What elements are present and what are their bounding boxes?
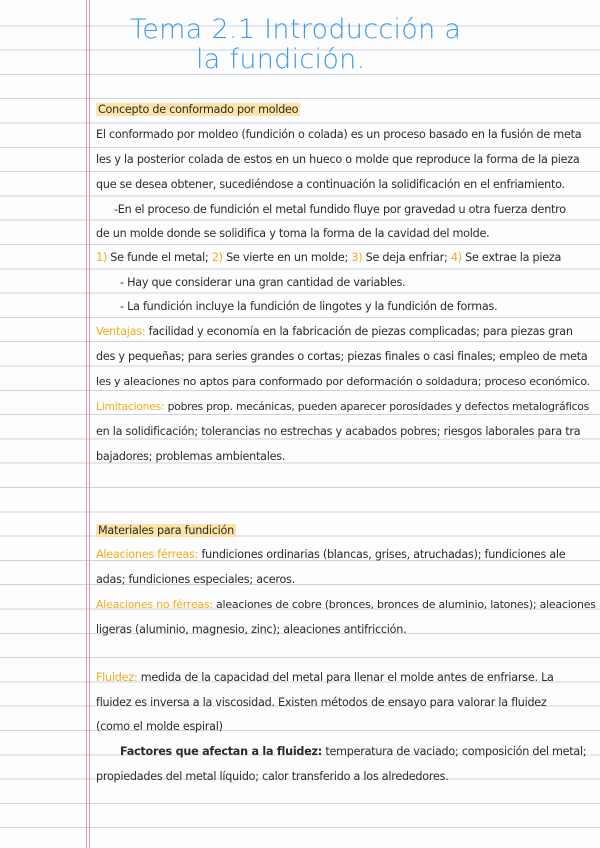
- ferreas-label: Aleaciones férreas:: [96, 548, 199, 561]
- margin-line: [86, 0, 87, 848]
- factores-label: Factores que afectan a la fluidez:: [120, 745, 323, 758]
- paragraph-line: (como el molde espiral): [96, 720, 223, 733]
- paragraph-line: de un molde donde se solidifica y toma la forma de la cavidad del molde.: [96, 227, 490, 240]
- step-number: 4): [450, 251, 462, 264]
- ventajas-label: Ventajas:: [96, 325, 146, 338]
- limitaciones-label: Limitaciones:: [96, 400, 165, 413]
- noferreas-line: Aleaciones no férreas: aleaciones de cobre (bronces, bronces de aluminio, latones); aleaciones: [96, 598, 596, 611]
- factores-line: Factores que afectan a la fluidez: temperatura de vaciado; composición del metal;: [120, 745, 587, 758]
- page-title: Tema 2.1 Introducción a: [130, 14, 462, 45]
- paragraph-line: des y pequeñas; para series grandes o cortas; piezas finales o casi finales; empleo de meta: [96, 350, 588, 363]
- bullet-item: - La fundición incluye la fundición de lingotes y la fundición de formas.: [120, 300, 498, 313]
- ventajas-line: Ventajas: facilidad y economía en la fabricación de piezas complicadas; para piezas gran: [96, 325, 573, 338]
- paragraph-line: adas; fundiciones especiales; aceros.: [96, 573, 295, 586]
- paragraph-line: les y aleaciones no aptos para conformado por deformación o soldadura; proceso económico.: [96, 375, 590, 388]
- step-text: Se funde el metal;: [110, 251, 209, 264]
- step-number: 2): [211, 251, 223, 264]
- noferreas-label: Aleaciones no férreas:: [96, 598, 213, 611]
- paragraph-line: en la solidificación; tolerancias no estrechas y acabados pobres; riesgos laborales para tra: [96, 425, 581, 438]
- fluidez-label: Fluidez:: [96, 671, 138, 684]
- process-steps: [96, 251, 561, 265]
- paragraph-line: propiedades del metal líquido; calor transferido a los alrededores.: [96, 770, 449, 783]
- ferreas-line: Aleaciones férreas: fundiciones ordinarias (blancas, grises, atruchadas); fundiciones ale: [96, 548, 566, 561]
- paragraph-line: les y la posterior colada de estos en un hueco o molde que reproduce la forma de la pieza: [96, 153, 580, 166]
- step-text: Se extrae la pieza: [465, 251, 562, 264]
- step-number: 3): [351, 251, 363, 264]
- step-number: 1): [96, 251, 107, 264]
- paragraph-line: que se desea obtener, sucediéndose a continuación la solidificación en el enfriamiento.: [96, 178, 565, 191]
- step-text: Se vierte en un molde;: [226, 251, 349, 264]
- margin-line: [89, 0, 90, 848]
- bullet-item: - Hay que considerar una gran cantidad de variables.: [120, 276, 406, 289]
- paragraph-line: fluidez es inversa a la viscosidad. Existen métodos de ensayo para valorar la fluidez: [96, 696, 547, 709]
- paragraph-line: -En el proceso de fundición el metal fundido fluye por gravedad u otra fuerza dentro: [114, 203, 566, 216]
- step-text: Se deja enfriar;: [365, 251, 448, 264]
- limitaciones-line: Limitaciones: pobres prop. mecánicas, pueden aparecer porosidades y defectos metalográficos: [96, 400, 590, 413]
- page-title-line-2: la fundición.: [196, 44, 366, 75]
- section-heading-materiales: Materiales para fundición: [98, 524, 234, 537]
- fluidez-line: Fluidez: medida de la capacidad del metal para llenar el molde antes de enfriarse. La: [96, 671, 554, 684]
- paragraph-line: El conformado por moldeo (fundición o colada) es un proceso basado en la fusión de meta: [96, 128, 582, 141]
- paragraph-line: ligeras (aluminio, magnesio, zinc); aleaciones antifricción.: [96, 623, 407, 636]
- section-heading-concepto: Concepto de conformado por moldeo: [98, 103, 299, 116]
- paragraph-line: bajadores; problemas ambientales.: [96, 450, 286, 463]
